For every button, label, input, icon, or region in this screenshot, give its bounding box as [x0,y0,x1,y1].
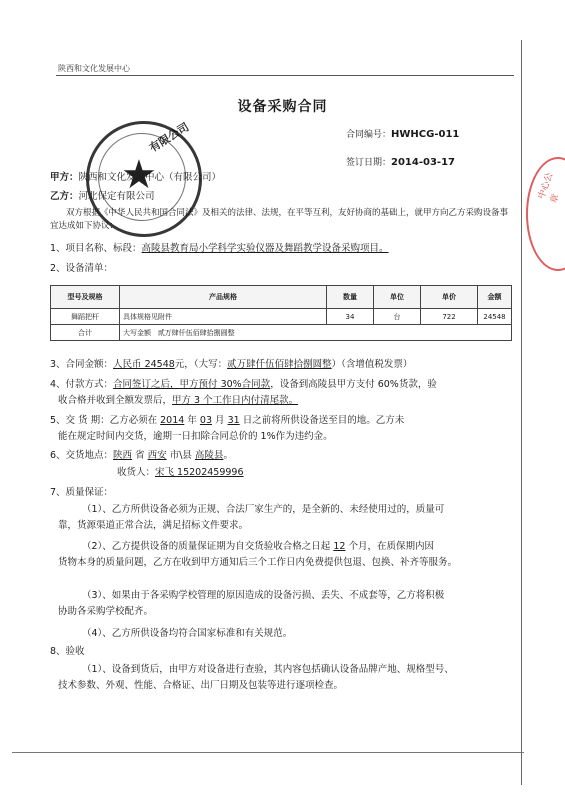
table-total-row [51,325,512,341]
item-8-label: 8、验收 [50,646,85,657]
item-6 [50,449,233,463]
delivery-province: 陕西 [113,450,133,461]
table-header: 金额 [478,286,512,309]
item-5-line-2: 能在规定时间内交货，逾期一日扣除合同总价的 1%作为违约金。 [58,431,333,442]
contract-amount: 人民币 24548 [113,359,175,370]
table-cell: 722 [421,309,478,325]
party-a-label: 甲方： [50,172,79,183]
intro-paragraph: 双方根据《中华人民共和国合同法》及相关的法律、法规，在平等互利，友好协商的基础上，就甲方向乙方采购设备事宜达成如下协议： [50,208,509,231]
delivery-month: 03 [199,415,212,426]
red-seal-text: 中心公章 [536,171,562,205]
seal-star-icon: ★ [121,152,157,198]
sign-date-value: 2014-03-17 [391,157,455,168]
payment-terms-1: 合同签订之后，甲方预付 30%合同款 [113,379,271,390]
province-suffix: 省 [135,450,145,461]
item-3 [50,358,412,372]
party-a-value: 陕西和文化发展中心（有限公司） [78,172,222,183]
equipment-table [50,285,512,341]
delivery-city: 西安 [147,450,167,461]
quality-4-line-1: （4）、乙方所供设备均符合国家标准和有关规范。 [82,628,293,639]
table-total-caps-cell [120,325,512,341]
item-2 [50,262,113,276]
contract-amount-caps: 贰万肆仟伍佰肆拾捌圆整 [227,359,332,370]
party-b-label: 乙方： [50,191,79,202]
project-name: 高陵县教育局小学科学实验仪器及舞蹈教学设备采购项目。 [141,243,389,254]
sign-date [346,155,455,168]
item-1-label: 1、项目名称、标段： [50,243,142,254]
delivery-day: 31 [227,415,240,426]
quality-2-line-1 [82,540,434,554]
table-header: 单价 [421,286,478,309]
city-suffix: 市\县 [169,450,192,461]
delivery-text-2: 日之前将所供设备送至目的地。乙方未 [242,415,405,426]
month-suffix: 月 [215,415,225,426]
contract-number-value: HWHCG-011 [391,129,460,140]
acceptance-1-line-1: （1）、设备到货后，由甲方对设备进行查验，其内容包括确认设备品牌产地、规格型号、 [82,664,454,675]
item-4-line-1 [50,378,437,392]
company-seal-text: 有限公司 [147,120,192,155]
payment-terms-2: ，设备到高陵县甲方支付 60%货款，验 [270,379,437,390]
document-title: 设备采购合同 [237,99,328,115]
payment-terms-3: 收合格并收到全额发票后， [58,395,173,406]
delivery-year: 2014 [160,415,185,426]
header-org: 陕西和文化发展中心 [58,64,130,73]
item-3-label: 3、合同金额： [50,359,114,370]
party-b-value: 河北保定有限公司 [78,191,155,202]
item-5-line-1 [50,414,404,428]
quality-1-line-2: 靠，货源渠道正常合法，满足招标文件要求。 [58,520,249,531]
item-4-label: 4、付款方式： [50,379,114,390]
table-header: 产品规格 [120,286,327,309]
quality-3-line-1: （3）、如果由于各采购学校管理的原因造成的设备污损、丢失、不成套等，乙方将积极 [82,590,445,601]
contract-number-label: 合同编号： [346,130,392,140]
contract-number [346,127,459,140]
sign-date-label: 签订日期： [346,158,392,168]
quality-3-line-2: 协助各采购学校配齐。 [58,606,154,617]
quality-1-line-1: （1）、乙方所供设备必须为正规、合法厂家生产的，是全新的、未经使用过的，质量可 [82,504,445,515]
table-total-label: 合计 [51,325,120,341]
table-caps-value: 贰万肆仟伍佰肆拾捌圆整 [157,328,235,337]
caps-prefix: （大写： [193,359,228,370]
item-6-label: 6、交货地点： [50,450,114,461]
quality-2-text: （2）、乙方提供设备的质量保证期为自交货验收合格之日起 [82,541,331,552]
item-3-suffix: ）（含增值税发票） [331,359,413,370]
receiver-label: 收货人： [117,467,156,478]
item-7-label: 7、质量保证： [50,487,114,498]
year-suffix: 年 [187,415,197,426]
item-5-label: 5、交 货 期： [50,415,110,426]
receiver-value: 宋飞 15202459996 [155,467,244,478]
item-1 [50,242,389,256]
party-b [50,190,155,204]
delivery-text: 乙方必须在 [109,415,158,426]
table-header: 型号及规格 [51,286,120,309]
quality-2-text-2: 个月，在质保期内因 [348,541,434,552]
bottom-divider [12,752,524,753]
receiver [117,466,244,480]
payment-terms-4: 甲方 3 个工作日内付清尾款。 [172,395,299,406]
contract-amount-unit: 元， [174,359,194,370]
table-header: 数量 [327,286,374,309]
table-cell: 34 [327,309,374,325]
item-4-line-2 [58,394,298,408]
item-6-end: 。 [223,450,233,461]
table-cell: 台 [374,309,421,325]
page-edge-line [521,40,522,785]
item-2-label: 2、设备清单： [50,263,114,274]
table-row [51,309,512,325]
warranty-months: 12 [333,541,346,552]
quality-2-line-2: 货物本身的质量问题，乙方在收到甲方通知后三个工作日内免费提供包退、包换、补齐等服务。 [58,557,458,568]
table-cell: 舞蹈把杆 [51,309,120,325]
header-divider [56,75,514,76]
table-header-row [51,286,512,309]
delivery-county: 高陵县 [194,450,224,461]
table-cell: 24548 [478,309,512,325]
acceptance-1-line-2: 技术参数、外观、性能、合格证、出厂日期及包装等进行逐项检查。 [58,680,344,691]
table-cell: 具体规格见附件 [120,309,327,325]
table-header: 单位 [374,286,421,309]
party-a [50,171,221,185]
table-caps-label: 大写金额 [123,328,151,337]
